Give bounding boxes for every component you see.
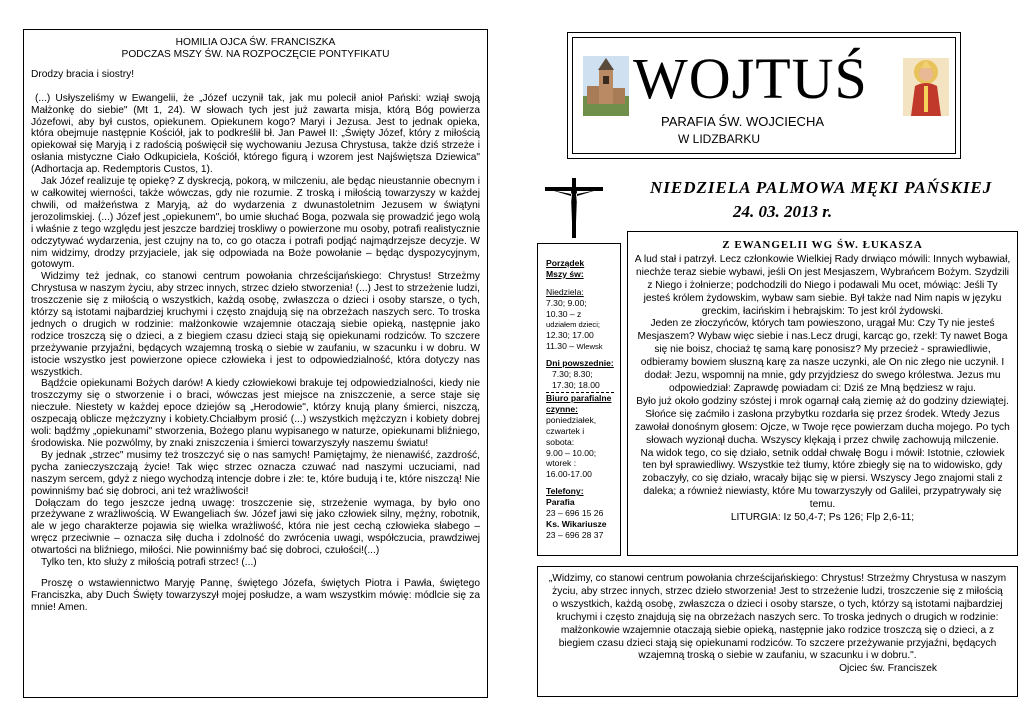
crucifix-icon [545, 178, 603, 238]
weekday-times: 7.30; 8.30; [552, 369, 593, 380]
gospel-text: Jeden ze złoczyńców, których tam powieszono, urągał Mu: Czy Ty nie jesteś Mesjaszem? Wybaw więc siebie i nas.Lecz drugi, karcąc go, rzekł: Ty nawet Boga się nie boisz, chociaż tę samą karę ponosisz? My przecież - sprawiedliwie, odbieramy bowiem słuszną karę za nasze uczynki, ale On nic złego nie uczynił. I dodał: Jezu, wspomnij na mnie, gdy przyjdziesz do swego królestwa. Jezus mu odpowiedział: Zaprawdę powiadam ci: Dziś ze Mną będziesz w raju. [637, 318, 1008, 394]
liturgy-readings: LITURGIA: Iz 50,4-7; Ps 126; Flp 2,6-11; [730, 512, 915, 524]
saint-adalbert-icon [903, 58, 949, 116]
quote-signature: Ojciec św. Franciszek [839, 663, 937, 675]
gospel-title: Z EWANGELII WG ŚW. ŁUKASZA [722, 239, 923, 251]
schedule-heading: Porządek [546, 258, 585, 268]
homily-paragraph: Widzimy też jednak, co stanowi centrum powołania chrześcijańskiego: Chrystus! Strzeżmy Chrystusa w naszym życiu, aby strzec innych, strzec dzieło stworzenia! (...) Jest to strzeżenie ludzi, troszczenie się z miłością o wszystkich, każdą osobę, zwłaszcza o dzieci i osoby starsze, o tych, którzy są istotami najbardziej kruchymi i często znajdują się na obrzeżach naszych serc. To troska jednych o drugich w rodzinie: małżonkowie wzajemnie otaczają siebie opieką, następnie jako rodzice troszczą się o dzieci, a z biegiem czasu dzieci stają się opiekunami rodziców. To szczere przeżywanie przyjaźni, będących wzajemną troską o siebie w zaufaniu, w szacunku i w dobru. W istocie wszystko jest powierzone opiece człowieka i jest to odpowiedzialność, która dotyczy nas wszystkich. [31, 271, 480, 378]
office-days: sobota: [546, 436, 575, 447]
vicarage-phone: 23 – 696 28 37 [546, 529, 604, 540]
sunday-place: Wlewsk [576, 342, 603, 352]
masthead-title: WOJTUŚ [633, 46, 868, 111]
homily-paragraph: By jednak „strzec" musimy też troszczyć się o nas samych! Pamiętajmy, że nienawiść, zazdrość, pycha zanieczyszczają życie! Tak więc strzec oznacza czuwać nad naszymi uczuciami, nad naszym sercem, gdyż z niego wychodzą intencje dobre i złe: te, które budują i te, które niszczą! Nie powinniśmy bać się dobroci, ani też wrażliwości! [31, 449, 480, 497]
gospel-text: Było już około godziny szóstej i mrok ogarnął całą ziemię aż do godziny dziewiątej. Słońce się zaćmiło i zasłona przybytku rozdarła się przez środek. Wtedy Jezus zawołał donośnym głosem: Ojcze, w Twoje ręce powierzam ducha mojego. Po tych słowach wyzionął ducha. Wszyscy klękają i przez chwilę zachowują milczenie. [635, 395, 1010, 446]
phones-label: Telefony: [546, 486, 584, 497]
office-tuesday: wtorek : [546, 458, 577, 469]
church-tower-icon [583, 56, 629, 116]
vicarage-label: Ks. Wikariusze [546, 518, 607, 529]
occasion-title: NIEDZIELA PALMOWA MĘKI PAŃSKIEJ [650, 178, 993, 197]
gospel-box [627, 231, 1018, 556]
weekday-times: 17.30; 18.00 [552, 380, 600, 391]
masthead-inner-frame [572, 37, 956, 154]
sunday-times-wlewsk [546, 341, 614, 353]
homily-greeting: Drodzy bracia i siostry! [31, 68, 135, 80]
parish-phone-label: Parafia [546, 497, 575, 508]
parish-name: PARAFIA ŚW. WOJCIECHA [661, 114, 825, 129]
sunday-times: 10.30 – z [546, 308, 582, 319]
homily-paragraph: Bądźcie opiekunami Bożych darów! A kiedy człowiekowi brakuje tej odpowiedzialności, kiedy nie troszczymy się o stworzenie i o braci, wówczas jest miejsce na zniszczenie, a serce staje się nieczułe. Niestety w każdej epoce dziejów są „Herodowie", którzy knują plany śmierci, niszczą, oszpecają oblicze mężczyzny i kobiety.Chciałbym prosić (...) wszystkich mężczyzn i kobiety dobrej woli: bądźmy „opiekunami" stworzenia, Bożego planu wypisanego w naturze, opiekunami bliźniego, środowiska. Nie pozwólmy, by znaki zniszczenia i śmierci towarzyszyły naszemu światu! [31, 378, 480, 449]
masthead-box [567, 32, 961, 159]
parish-town: W LIDZBARKU [678, 132, 761, 146]
homily-paragraph: (...) Usłyszeliśmy w Ewangelii, że „Józef uczynił tak, jak mu polecił anioł Pański: wziął swoją Małżonkę do siebie" (Mt 1, 24). W słowach tych jest już zawarta misja, którą Bóg powierza Józefowi, aby był custos, opiekunem. Opiekunem kogo? Maryi i Jezusa. Jest to jednak opieka, która obejmuje następnie Kościół, jak to podkreślił bł. Jan Paweł II: „Święty Józef, który z miłością opiekował się Maryją i z radością poświęcił się wychowaniu Jezusa Chrystusa, także dziś strzeże i osłania mistyczne Ciało Odkupiciela, Kościół, którego figurą i wzorem jest Najświętsza Dziewica" (Adhortacja ap. Redemptoris Custos, 1). [31, 92, 480, 176]
mass-schedule-box [537, 243, 621, 556]
weekday-label: Dni powszednie: [546, 358, 614, 369]
sunday-note: udziałem dzieci; [546, 319, 601, 329]
gospel-text: Na widok tego, co się działo, setnik oddał chwałę Bogu i mówił: Istotnie, człowiek ten był sprawiedliwy. Wszystkie też tłumy, które zbiegły się na to widowisko, gdy zobaczyły, co się działo, wracały bijąc się w piersi. Wszyscy Jego znajomi stali z daleka; a również niewiasty, które Mu towarzyszyły od Galilei, przypatrywały się temu. [640, 447, 1005, 511]
sunday-time: 11.30 – [546, 341, 575, 352]
occasion-date: 24. 03. 2013 r. [733, 202, 833, 221]
parish-phone: 23 – 696 15 26 [546, 508, 604, 519]
office-label: Biuro parafialne [546, 392, 612, 403]
office-hours: 16.00-17.00 [546, 469, 592, 480]
homily-paragraph: Dołączam do tego jeszcze jedną uwagę: troszczenie się, strzeżenie wymaga, by było ono przeżywane z wrażliwością. W Ewangeliach św. Józef jawi się jako człowiek silny, mężny, robotnik, ale w jego charakterze pojawia się wielka wrażliwość, która nie jest cechą człowieka słabego – wręcz przeciwnie – oznacza siłę ducha i zdolność do zwrócenia uwagi, współczucia, prawdziwej otwartości na bliźniego, miłości. Nie powinniśmy bać się dobroci, czułości!(...) [31, 497, 480, 557]
quote-box [537, 566, 1018, 697]
office-label: czynne: [546, 403, 578, 414]
homily-paragraph: Tylko ten, kto służy z miłością potrafi strzec! (...) [41, 557, 257, 569]
sunday-label: Niedziela: [546, 286, 584, 297]
gospel-text: A lud stał i patrzył. Lecz członkowie Wielkiej Rady drwiąco mówili: Innych wybawiał, niechże teraz siebie wybawi, jeśli On jest Mesjaszem, Wybrańcem Bożym. Szydzili z Niego i żołnierze; podchodzili do Niego i podawali Mu ocet, mówiąc: Jeśli Ty jesteś królem żydowskim, wybaw sam siebie. Był także nad Nim napis w języku greckim, łacińskim i hebrajskim: To jest król żydowski. [634, 253, 1011, 317]
sunday-times: 7.30; 9.00; [546, 297, 587, 308]
office-days: poniedziałek, [546, 414, 597, 425]
office-hours: 9.00 – 10.00; [546, 447, 597, 458]
office-days: czwartek i [546, 425, 585, 436]
homily-paragraph: Jak Józef realizuje tę opiekę? Z dyskrecją, pokorą, w milczeniu, ale będąc nieustannie obecnym i w całkowitej wierności, także wówczas, gdy nie rozumie. Z troską i miłością towarzyszy w każdej chwili, od małżeństwa z Maryją, aż do wydarzenia z dwunastoletnim Jezusem w świątyni jerozolimskiej. (...) Józef jest „opiekunem", bo umie słuchać Boga, pozwala się prowadzić jego wolą i właśnie z tego względu jest jeszcze bardziej troskliwy o powierzone mu osoby, potrafi realistycznie odczytywać wydarzenia, jest czujny na to, co go otacza i potrafi podjąć najmądrzejsze decyzje. W nim widzimy, drodzy przyjaciele, jak się odpowiada na Boże powołanie – będąc dyspozycyjnym, gotowym. [31, 176, 480, 271]
homily-title-line1: HOMILIA OJCA ŚW. FRANCISZKA [175, 37, 336, 48]
schedule-heading: Mszy św: [546, 268, 584, 279]
homily-title-line2: PODCZAS MSZY ŚW. NA ROZPOCZĘCIE PONTYFIKATU [121, 48, 390, 60]
homily-box [23, 29, 488, 698]
homily-title [31, 37, 480, 61]
quote-text: „Widzimy, co stanowi centrum powołania chrześcijańskiego: Chrystus! Strzeżmy Chrystusa w naszym życiu, aby strzec innych, strzec dzieło stworzenia! Jest to strzeżenie ludzi, troszczenie się z miłością o wszystkich, każdą osobę, zwłaszcza o dzieci i osoby starsze, o tych, którzy są istotami najbardziej kruchymi i często znajdują się na obrzeżach naszych serc. To troska jednych o drugich w rodzinie: małżonkowie wzajemnie otaczają siebie opieką, następnie jako rodzice troszczą się o dzieci, a z biegiem czasu dzieci stają się opiekunami rodziców. To szczere przeżywanie przyjaźni, będących wzajemną troską o siebie w zaufaniu, w szacunku i w dobru.". [548, 573, 1007, 662]
homily-paragraph: Proszę o wstawiennictwo Maryję Pannę, świętego Józefa, świętych Piotra i Pawła, świętego Franciszka, aby Duch Święty towarzyszył mojej posłudze, a wam wszystkim mówię: módlcie się za mnie! Amen. [31, 577, 480, 613]
sunday-times: 12.30; 17.00 [546, 330, 594, 341]
